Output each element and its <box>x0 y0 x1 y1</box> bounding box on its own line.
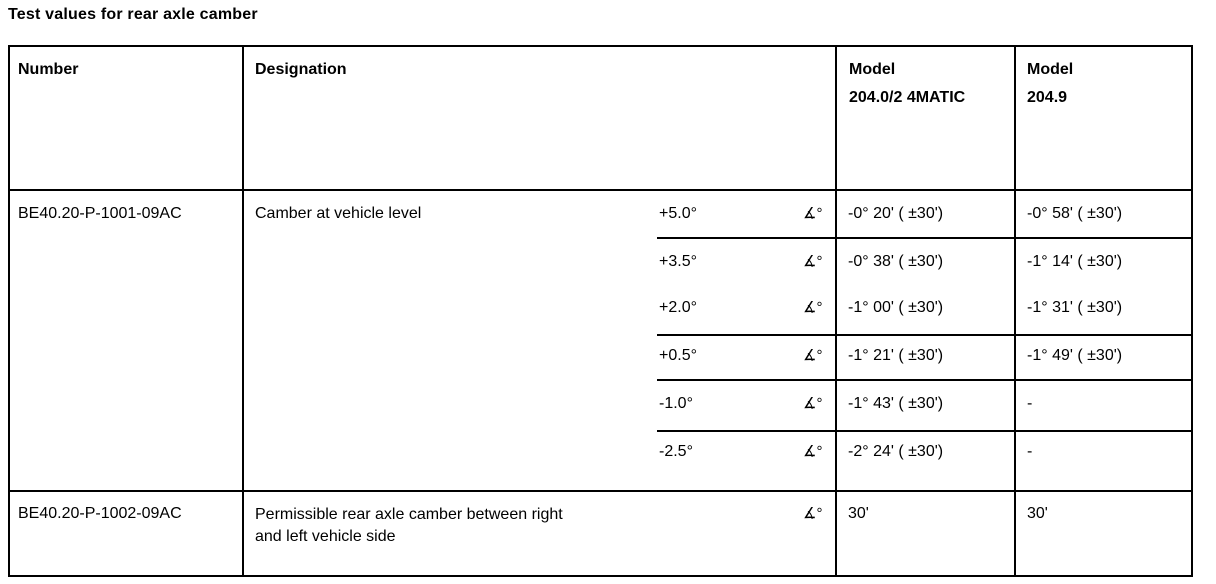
angle-icon: ∡° <box>803 253 823 270</box>
level-value: +5.0° <box>659 205 697 222</box>
angle-icon: ∡° <box>803 443 823 460</box>
header-model-2: Model 204.9 <box>1027 61 1074 106</box>
model1-value: -1° 43' ( ±30') <box>848 395 944 412</box>
row2-number: BE40.20-P-1002-09AC <box>18 505 182 522</box>
model2-value: -1° 31' ( ±30') <box>1027 299 1123 316</box>
model1-value: 30' <box>848 505 869 522</box>
model2-value: 30' <box>1027 505 1048 522</box>
page-title: Test values for rear axle camber <box>8 6 258 23</box>
angle-icon: ∡° <box>803 299 823 316</box>
header-number: Number <box>18 61 79 78</box>
level-value: -1.0° <box>659 395 693 412</box>
level-value: -2.5° <box>659 443 693 460</box>
angle-icon: ∡° <box>803 395 823 412</box>
header-model-1: Model 204.0/2 4MATIC <box>849 61 966 106</box>
header-designation: Designation <box>255 61 347 78</box>
model2-value: -1° 49' ( ±30') <box>1027 347 1123 364</box>
row2-designation: Permissible rear axle camber between right and left vehicle side <box>255 506 563 545</box>
level-value: +2.0° <box>659 299 697 316</box>
angle-icon: ∡° <box>803 205 823 222</box>
level-value: +3.5° <box>659 253 697 270</box>
angle-icon: ∡° <box>803 347 823 364</box>
angle-icon: ∡° <box>803 505 823 522</box>
model1-value: -1° 21' ( ±30') <box>848 347 944 364</box>
model2-value: - <box>1027 443 1033 460</box>
level-value: +0.5° <box>659 347 697 364</box>
row1-designation: Camber at vehicle level <box>255 205 422 222</box>
model1-value: -0° 38' ( ±30') <box>848 253 944 270</box>
row1-number: BE40.20-P-1001-09AC <box>18 205 182 222</box>
model2-value: - <box>1027 395 1033 412</box>
model1-value: -2° 24' ( ±30') <box>848 443 944 460</box>
model1-value: -0° 20' ( ±30') <box>848 205 944 222</box>
model2-value: -0° 58' ( ±30') <box>1027 205 1123 222</box>
model2-value: -1° 14' ( ±30') <box>1027 253 1123 270</box>
model1-value: -1° 00' ( ±30') <box>848 299 944 316</box>
